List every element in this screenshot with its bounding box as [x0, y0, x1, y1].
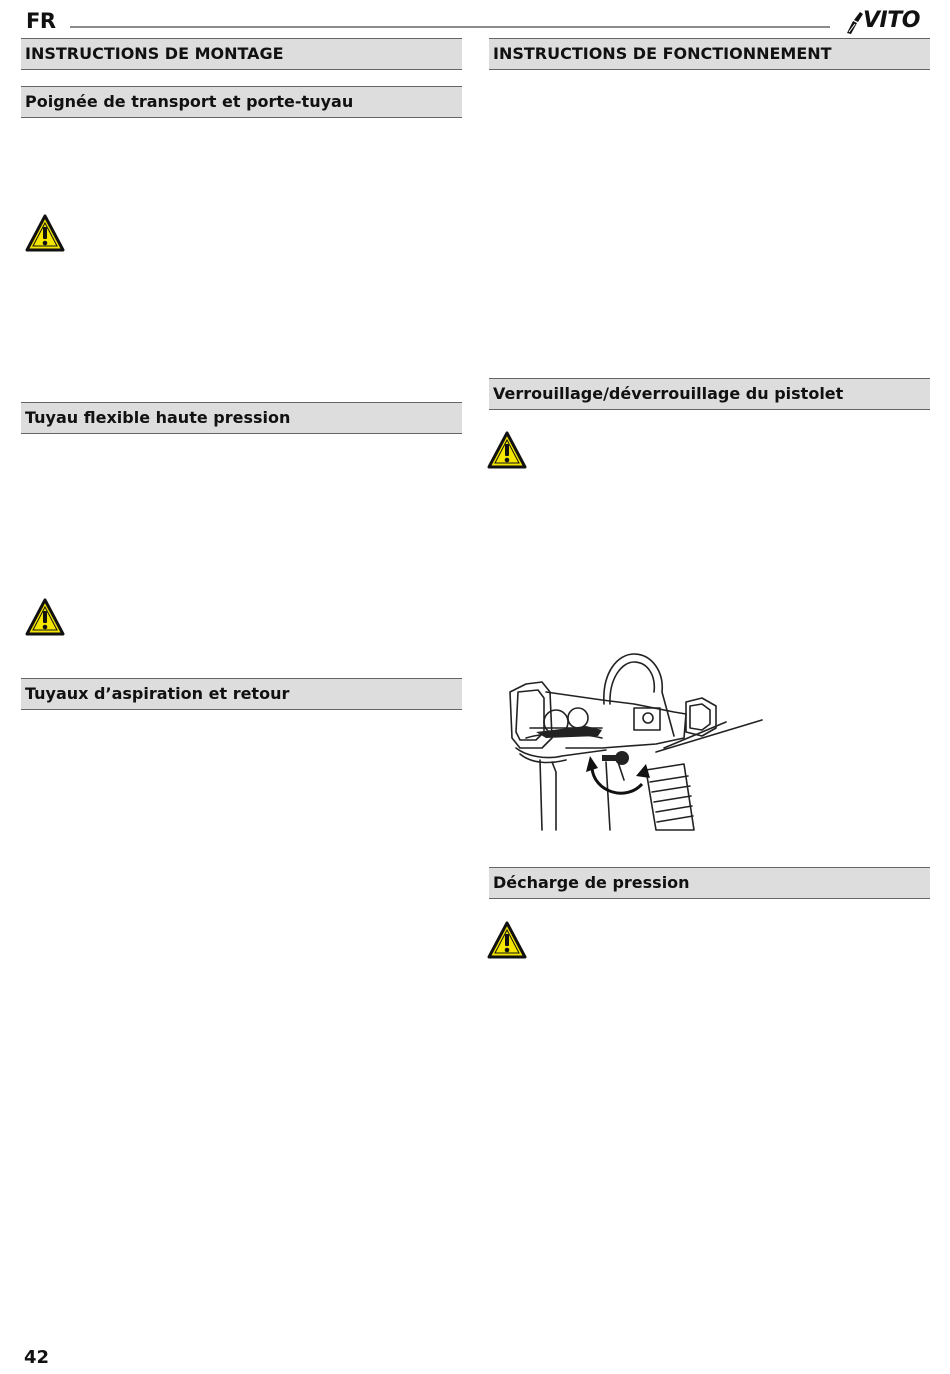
warning-triangle-icon	[24, 213, 66, 253]
warning-triangle-icon	[486, 920, 528, 960]
warning-triangle-icon	[24, 597, 66, 637]
section-gun-lock-heading: Verrouillage/déverrouillage du pistolet	[489, 378, 930, 410]
spray-gun-illustration	[506, 652, 768, 832]
warning-triangle-icon	[486, 430, 528, 470]
language-code: FR	[26, 9, 56, 33]
section-pressure-relief-heading: Décharge de pression	[489, 867, 930, 899]
brand-name: VITO	[863, 8, 920, 33]
header-rule	[70, 26, 830, 28]
section-suction-return-hoses-heading: Tuyaux d’aspiration et retour	[21, 678, 462, 710]
operating-instructions-heading: INSTRUCTIONS DE FONCTIONNEMENT	[489, 38, 930, 70]
section-carry-handle-heading: Poignée de transport et porte-tuyau	[21, 86, 462, 118]
brand-logo	[845, 9, 929, 35]
assembly-instructions-heading: INSTRUCTIONS DE MONTAGE	[21, 38, 462, 70]
brush-icon	[845, 11, 865, 35]
page-number: 42	[24, 1347, 50, 1368]
section-high-pressure-hose-heading: Tuyau flexible haute pression	[21, 402, 462, 434]
